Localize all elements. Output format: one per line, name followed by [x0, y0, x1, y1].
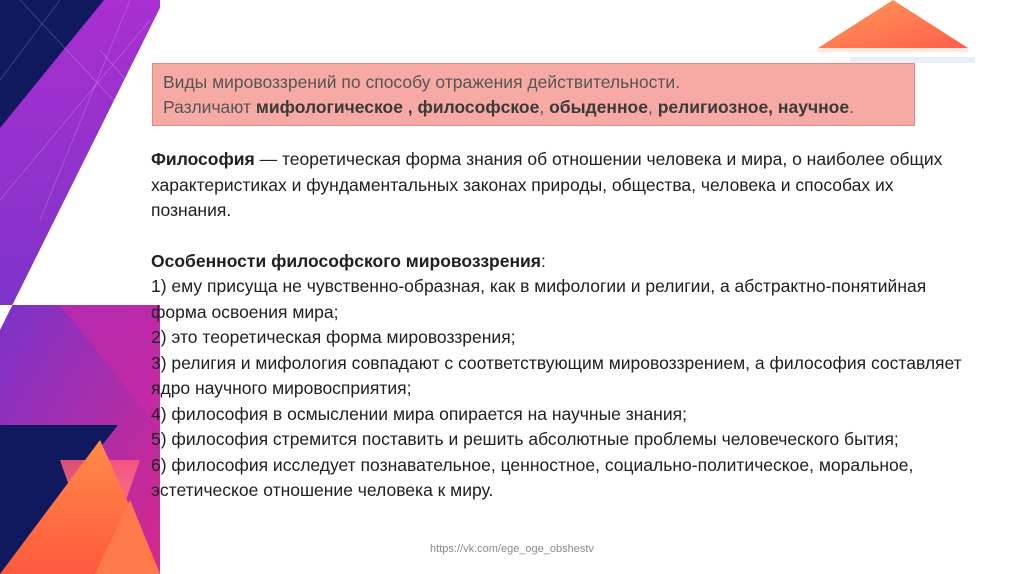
feature-item: 3) религия и мифология совпадают с соответствующим мировоззрением, а философия составляет ядро научного мировосприятия; [151, 352, 962, 398]
decor-orange-triangle-top [818, 0, 968, 48]
callout-box [152, 63, 915, 126]
definition-paragraph [151, 147, 966, 224]
feature-item: 2) это теоретическая форма мировоззрения; [151, 327, 516, 347]
feature-item: 5) философия стремится поставить и решить абсолютные проблемы человеческого бытия; [151, 429, 899, 449]
callout-normal: обыденное [549, 97, 648, 117]
feature-item: 4) философия в осмыслении мира опирается на научные знания; [151, 403, 687, 424]
features-heading [151, 249, 966, 275]
features-heading-colon: : [541, 250, 546, 271]
callout-line-2 [163, 95, 914, 120]
callout-bold-2: религиозное, научное [657, 97, 850, 117]
main-content [151, 147, 966, 504]
definition-term: Философия [151, 149, 255, 169]
callout-line-1: Виды мировоззрений по способу отражения действительности. [163, 72, 681, 92]
features-heading-text: Особенности философского мировоззрения [151, 250, 542, 271]
callout-bold-1: мифологическое , философское [255, 97, 540, 117]
definition-text: — теоретическая форма знания об отношении человека и мира, о наиболее общих характеристиках и фундаментальных законах природы, общества, человека и способах их познания. [151, 149, 943, 220]
callout-sep-2: , [647, 97, 658, 117]
footer-url: https://vk.com/ege_oge_obshestv [430, 543, 594, 555]
callout-prefix: Различают [163, 97, 256, 117]
feature-item: 1) ему присуща не чувственно-образная, как в мифологии и религии, а абстрактно-понятийная форма освоения мира; [151, 276, 927, 322]
feature-item: 6) философия исследует познавательное, ценностное, социально-политическое, моральное, эстетическое отношение человека к миру. [151, 454, 914, 500]
callout-end: . [849, 97, 854, 117]
decor-orange-triangle-shadow [818, 48, 968, 52]
callout-sep-1: , [539, 97, 550, 117]
